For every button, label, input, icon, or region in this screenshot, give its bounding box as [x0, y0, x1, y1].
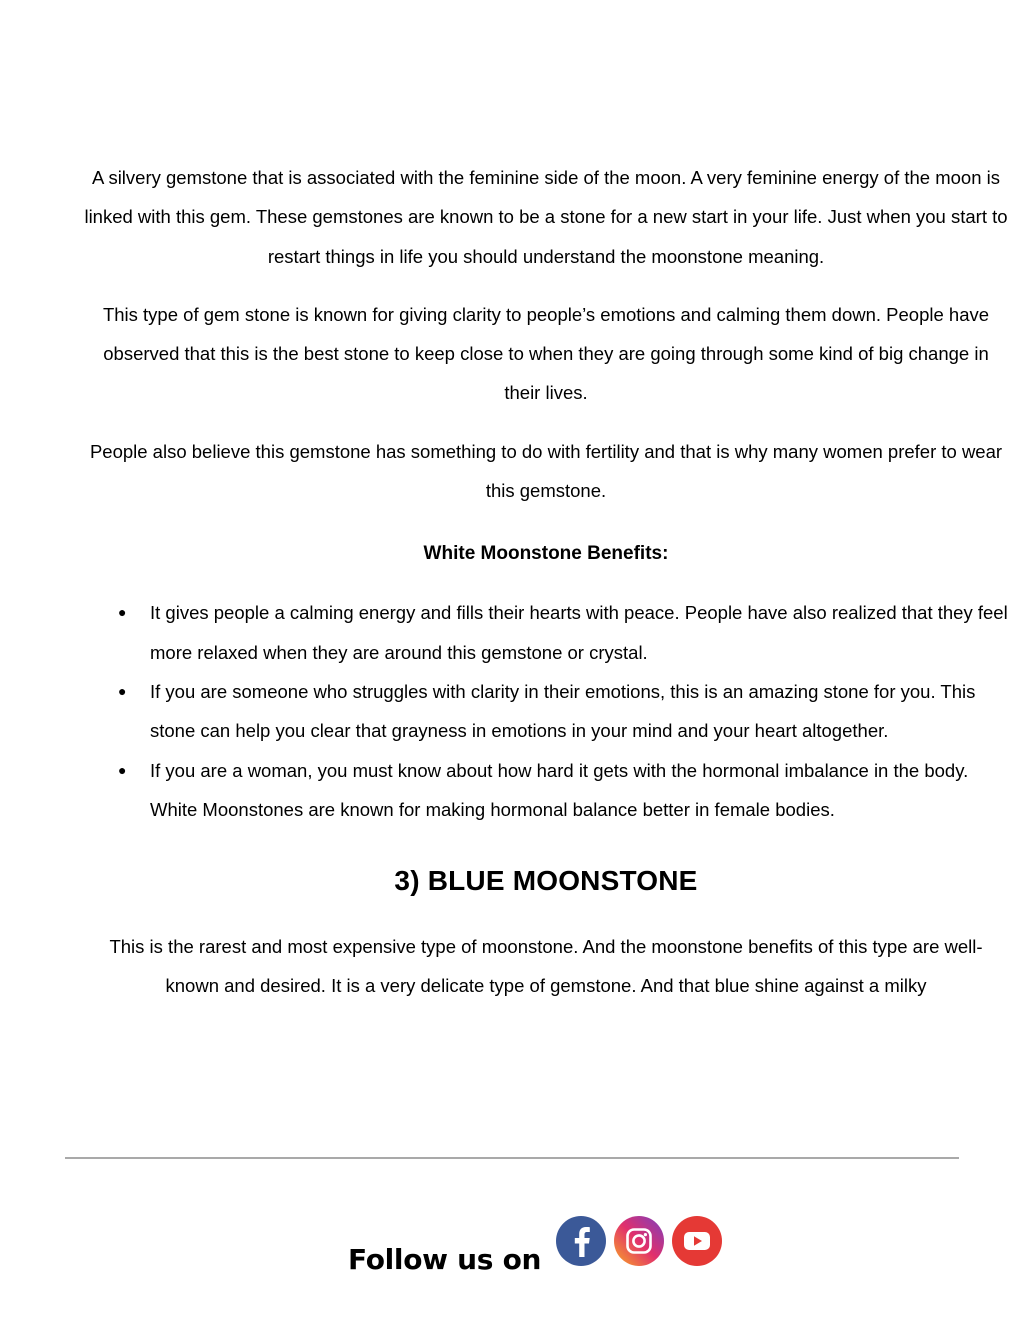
bullet-icon: ● — [118, 604, 127, 621]
list-item — [118, 593, 1008, 672]
benefits-heading: White Moonstone Benefits: — [423, 543, 669, 565]
list-item-text: If you are someone who struggles with clarity in their emotions, this is an amazing stone for you. This stone can help you clear that grayness in emotions in your mind and your heart altogether. — [150, 680, 976, 742]
facebook-icon[interactable] — [555, 1215, 607, 1267]
document-body — [84, 158, 1008, 1006]
youtube-icon[interactable] — [671, 1215, 723, 1267]
instagram-icon[interactable] — [613, 1215, 665, 1267]
benefits-list — [84, 593, 1008, 829]
bullet-icon: ● — [118, 682, 127, 699]
follow-label: Follow us on — [348, 1243, 542, 1276]
social-icons — [555, 1215, 723, 1267]
list-item-text: It gives people a calming energy and fills their hearts with peace. People have also realized that they feel more relaxed when they are around this gemstone or crystal. — [150, 602, 1008, 663]
footer-divider — [65, 1157, 959, 1159]
intro-paragraph: A silvery gemstone that is associated with the feminine side of the moon. A very feminine energy of the moon is linked with this gem. These gemstones are known to be a stone for a new start in your life. Just when you start to restart things in life you should understand the moonstone meaning. — [84, 167, 1008, 267]
section-title: 3) BLUE MOONSTONE — [394, 865, 698, 897]
intro-paragraph: People also believe this gemstone has something to do with fertility and that is why many women prefer to wear this gemstone. — [89, 440, 1003, 502]
list-item — [118, 751, 1008, 830]
bullet-icon: ● — [118, 761, 127, 778]
list-item-text: If you are a woman, you must know about how hard it gets with the hormonal imbalance in the body. White Moonstones are known for making hormonal balance better in female bodies. — [150, 759, 969, 820]
section-paragraph: This is the rarest and most expensive type of moonstone. And the moonstone benefits of this type are well-known and desired. It is a very delicate type of gemstone. And that blue shine against a milky — [109, 936, 983, 997]
list-item — [118, 672, 1008, 751]
intro-paragraph: This type of gem stone is known for giving clarity to people’s emotions and calming them down. People have observed that this is the best stone to keep close to when they are going through some kind of big change in their lives. — [102, 303, 990, 404]
social-footer — [348, 1215, 723, 1275]
